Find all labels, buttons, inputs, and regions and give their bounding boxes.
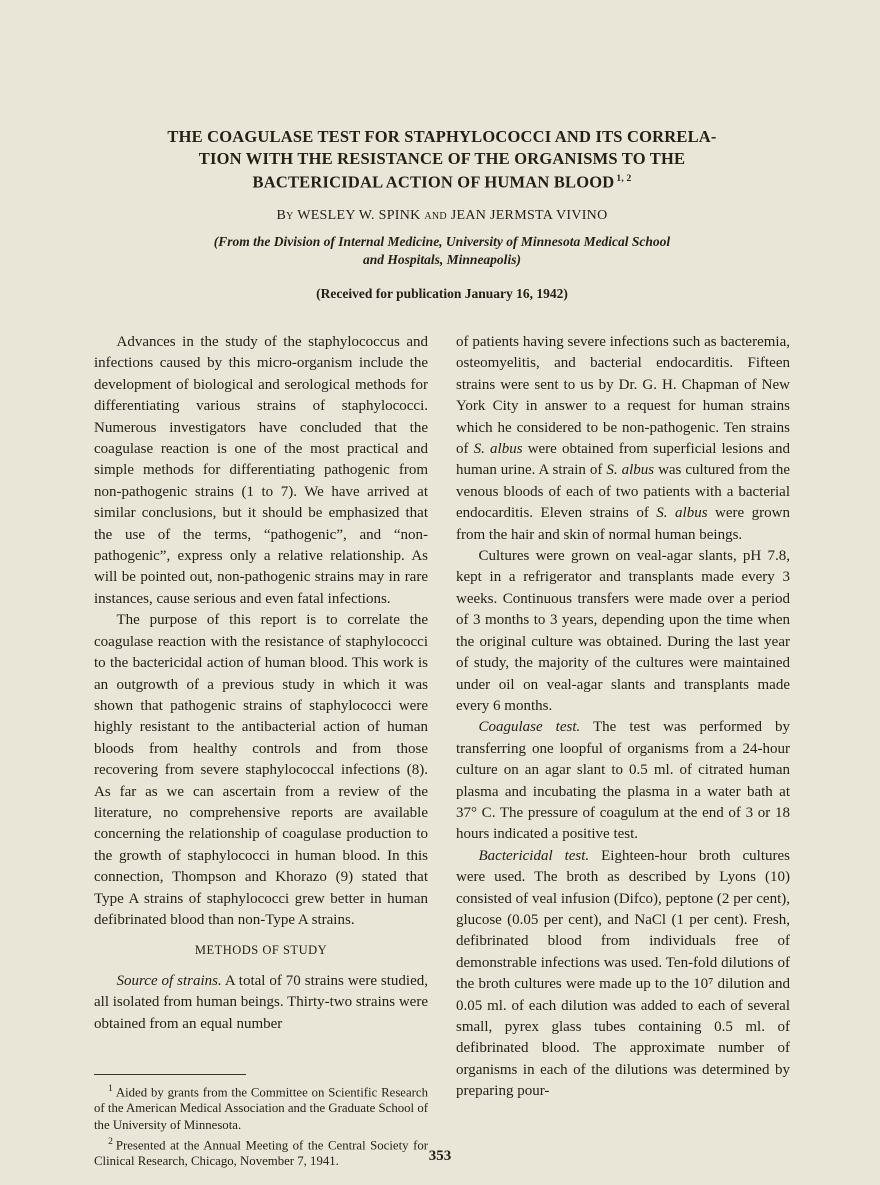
title-line-3-text: BACTERICIDAL ACTION OF HUMAN BLOOD (252, 172, 615, 192)
patients-text-4: were grown from the hair and skin of normal human beings. (456, 505, 790, 543)
paragraph-bactericidal-test (456, 846, 790, 1103)
title-footnote-marker: 1, 2 (616, 174, 632, 184)
patients-text-2: were obtained from superficial lesions and human urine. A strain of (456, 441, 790, 479)
affiliation-line-2: and Hospitals, Minneapolis) (363, 252, 521, 267)
left-column (94, 332, 428, 1170)
source-of-strains-text: A total of 70 strains were studied, all isolated from human beings. Thirty-two strains were obtained from an equal number (94, 972, 428, 1032)
footnote-2-text: Presented at the Annual Meeting of the Central Society for Clinical Research, Chicago, November 7, 1941. (94, 1137, 428, 1169)
title-line-2: TION WITH THE RESISTANCE OF THE ORGANISMS TO THE (198, 148, 686, 168)
title-line-1: THE COAGULASE TEST FOR STAPHYLOCOCCI AND ITS CORRELA- (167, 127, 717, 146)
paragraph-purpose: The purpose of this report is to correlate the coagulase reaction with the resistance of staphylococci to the bactericidal action of human blood. This work is an outgrowth of a previous study in which it was shown that pathogenic strains of staphylococci were highly resistant to the antibacterial action of human bloods from healthy controls and from those recovering from severe staphylococcal infections (8). As far as we can ascertain from a review of the literature, no comprehensive reports are available concerning the relationship of coagulase production to the growth of staphylococci in human blood. In this connection, Thompson and Khorazo (9) stated that Type A strains of staphylococci grew better in human defibrinated blood than non-Type A strains. (94, 612, 428, 928)
paragraph-advances: Advances in the study of the staphylococcus and infections caused by this micro-organism include the development of biological and serological methods for differentiating various strains of staphylococci. Numerous investigators have concluded that the coagulase reaction is one of the most practical and simple methods for differentiating pathogenic from non-pathogenic strains (1 to 7). We have arrived at similar conclusions, but it should be emphasized that the use of the terms, “pathogenic”, and “non-pathogenic”, express only a relative relationship. As will be pointed out, non-pathogenic strains may in rare instances, cause serious and even fatal infections. (94, 334, 428, 607)
footnote-1-marker: 1 (108, 1083, 113, 1094)
footnote-1 (94, 1081, 428, 1134)
paragraph-patients (456, 332, 790, 546)
patients-text-3: was cultured from the venous bloods of each of two patients with a bacterial endocarditis. Eleven strains of (456, 462, 790, 522)
article-title (94, 126, 790, 193)
bactericidal-test-lead: Bactericidal test. (478, 847, 590, 864)
species-name: S. albus (656, 505, 708, 522)
bactericidal-test-text: Eighteen-hour broth cultures were used. The broth as described by Lyons (10) consisted of veal infusion (Difco), peptone (2 per cent), glucose (0.05 per cent), and NaCl (1 per cent). Fresh, defibrinated blood from individuals free of demonstrable infections was used. Ten-fold dilutions of the broth cultures were made up to the 10⁷ dilution and 0.05 ml. of each dilution was added to each of several small, pyrex glass tubes containing 0.5 ml. of defibrinated blood. The approximate number of organisms in each of the dilutions was determined by preparing pour- (456, 847, 790, 1100)
species-name: S. albus (606, 462, 655, 479)
patients-text-1: of patients having severe infections such as bacteremia, osteomyelitis, and bacterial endocarditis. Fifteen strains were sent to us by Dr. G. H. Chapman of New York City in answer to a request for human strains which he considered to be non-pathogenic. Ten strains of (456, 334, 790, 458)
paragraph-cultures: Cultures were grown on veal-agar slants, pH 7.8, kept in a refrigerator and transplants made every 3 weeks. Continuous transfers were made over a period of 3 months to 3 years, depending upon the time when the original culture was obtained. During the last year of study, the majority of the cultures were maintained under oil on veal-agar slants and transplants made every 6 months. (456, 548, 790, 714)
methods-heading: METHODS OF STUDY (194, 943, 328, 958)
coagulase-test-lead: Coagulase test. (478, 719, 581, 736)
title-line-3 (94, 169, 790, 193)
footnote-1-text: Aided by grants from the Committee on Scientific Research of the American Medical Association and the Graduate School of the University of Minnesota. (94, 1084, 428, 1132)
source-of-strains-lead: Source of strains. (116, 972, 222, 989)
right-column (456, 332, 790, 1170)
footnote-2-marker: 2 (108, 1136, 113, 1147)
page-number: 353 (428, 1148, 452, 1164)
footnote-rule (94, 1074, 246, 1075)
received-note: (Received for publication January 16, 1942) (316, 286, 568, 301)
affiliation (94, 233, 790, 269)
paragraph-coagulase-test (456, 717, 790, 845)
affiliation-line-1: (From the Division of Internal Medicine, University of Minnesota Medical School (213, 234, 671, 249)
article-body (94, 332, 790, 1170)
authors-byline: By WESLEY W. SPINK and JEAN JERMSTA VIVINO (276, 208, 608, 223)
coagulase-test-text: The test was performed by transferring one loopful of organisms from a 24-hour culture on an agar slant to 0.5 ml. of citrated human plasma and incubating the plasma in a water bath at 37° C. The pressure of coagulum at the end of 3 or 18 hours indicated a positive test. (456, 719, 790, 843)
paragraph-source-of-strains (94, 971, 428, 1035)
species-name: S. albus (473, 441, 523, 458)
